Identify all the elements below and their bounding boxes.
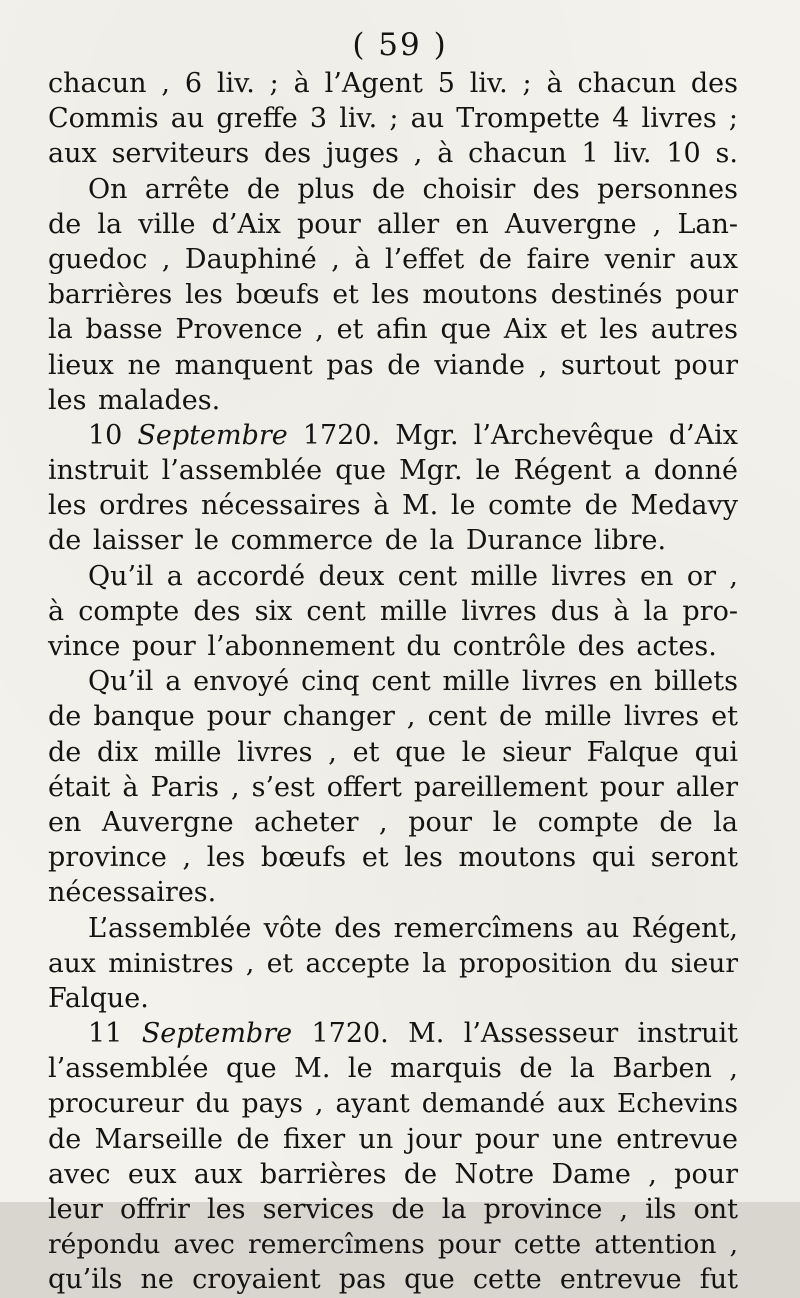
text-line: instruit l’assemblée que Mgr. le Régent a donné <box>48 455 738 487</box>
text-line: province , les bœufs et les moutons qui seront <box>48 842 738 874</box>
dated-entry-line <box>48 1016 738 1051</box>
paragraph-end-line: nécessaires. <box>48 877 217 909</box>
text-line: guedoc , Dauphiné , à l’effet de faire venir aux <box>48 243 738 275</box>
text-line: aux serviteurs des juges , à chacun 1 liv. 10 s. <box>48 138 738 170</box>
entry-month: Septembre <box>137 419 288 451</box>
text-line: de Marseille de fixer un jour pour une entrevue <box>48 1123 738 1155</box>
text-line: leur offrir les services de la province , ils ont <box>48 1194 738 1225</box>
text-line: la basse Provence , et afin que Aix et les autres <box>48 314 738 346</box>
text-line: procureur du pays , ayant demandé aux Echevins <box>48 1088 738 1120</box>
text-line: en Auvergne acheter , pour le compte de la <box>48 806 738 838</box>
entry-day: 11 <box>88 1018 142 1050</box>
text-line: aux ministres , et accepte la proposition du sieur <box>48 947 738 979</box>
text-line: était à Paris , s’est offert pareillement pour aller <box>48 771 738 803</box>
text-line: les ordres nécessaires à M. le comte de Medavy <box>48 490 738 522</box>
entry-month: Septembre <box>141 1018 293 1050</box>
body-text <box>48 66 738 1298</box>
text-line: répondu avec remercîmens pour cette attention , <box>48 1229 738 1261</box>
paragraph-end-line: vince pour l’abonnement du contrôle des actes. <box>48 631 717 662</box>
paragraph-start-line: Qu’il a accordé deux cent mille livres en or , <box>88 560 738 592</box>
text-line: l’assemblée que M. le marquis de la Barben , <box>48 1053 738 1085</box>
text-line: avec eux aux barrières de Notre Dame , pour <box>48 1158 738 1190</box>
entry-rest: 1720. Mgr. l’Archevêque d’Aix <box>287 419 738 451</box>
text-line: lieux ne manquent pas de viande , surtout pour <box>48 349 738 381</box>
text-line: Commis au greffe 3 liv. ; au Trompette 4 livres ; <box>48 103 738 135</box>
paragraph-end-line: de laisser le commerce de la Durance libre. <box>48 525 667 557</box>
text-line: de dix mille livres , et que le sieur Falque qui <box>48 736 738 768</box>
paragraph-start-line: L’assemblée vôte des remercîmens au Régent, <box>88 912 738 944</box>
text-line: barrières les bœufs et les moutons destinés pour <box>48 279 738 311</box>
paragraph-end-line: les malades. <box>48 384 221 416</box>
text-line: qu’ils ne croyaient pas que cette entrevue fut <box>48 1264 738 1296</box>
paragraph-start-line: On arrête de plus de choisir des personnes <box>88 173 738 205</box>
text-line: de la ville d’Aix pour aller en Auvergne , Lan- <box>48 208 738 240</box>
dated-entry-line <box>48 418 738 453</box>
entry-day: 10 <box>88 419 138 451</box>
text-line: chacun , 6 liv. ; à l’Agent 5 liv. ; à chacun des <box>48 68 738 99</box>
entry-rest: 1720. M. l’Assesseur instruit <box>292 1018 738 1050</box>
text-line: de banque pour changer , cent de mille livres et <box>48 701 738 733</box>
page-number: ( 59 ) <box>352 27 448 63</box>
paragraph-start-line: Qu’il a envoyé cinq cent mille livres en billets <box>88 666 738 698</box>
text-line: à compte des six cent mille livres dus à la pro- <box>48 595 738 627</box>
paragraph-end-line: Falque. <box>48 982 149 1014</box>
